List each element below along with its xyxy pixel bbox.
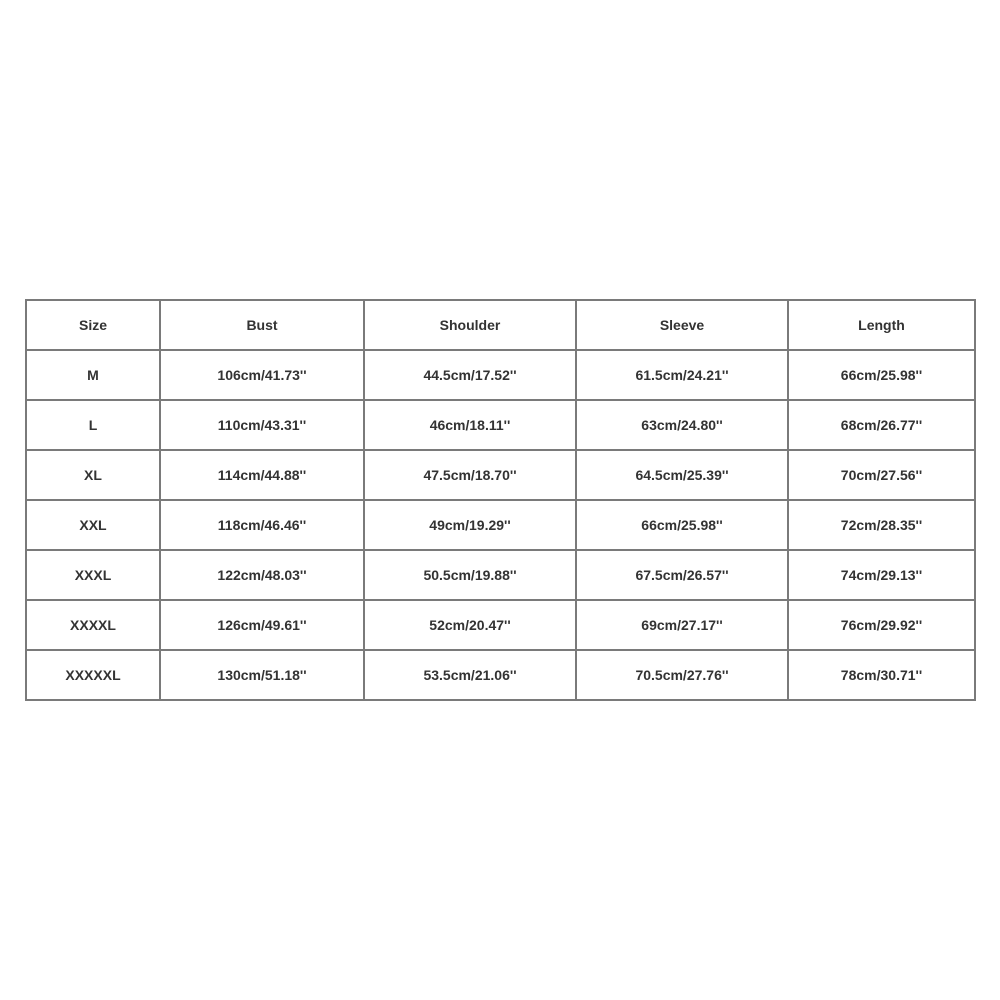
cell-shoulder: 47.5cm/18.70'' [365,451,575,499]
cell-sleeve: 67.5cm/26.57'' [577,551,787,599]
table-row [27,401,974,449]
cell-length: 66cm/25.98'' [789,351,974,399]
header-bust: Bust [161,301,363,349]
cell-size: XXL [27,501,159,549]
cell-size: XXXXXL [27,651,159,699]
cell-bust: 122cm/48.03'' [161,551,363,599]
cell-sleeve: 66cm/25.98'' [577,501,787,549]
cell-size: M [27,351,159,399]
cell-length: 72cm/28.35'' [789,501,974,549]
cell-size: XXXXL [27,601,159,649]
cell-size: XL [27,451,159,499]
table-row [27,351,974,399]
cell-bust: 118cm/46.46'' [161,501,363,549]
cell-size: L [27,401,159,449]
cell-length: 76cm/29.92'' [789,601,974,649]
cell-bust: 114cm/44.88'' [161,451,363,499]
cell-length: 70cm/27.56'' [789,451,974,499]
table-row [27,451,974,499]
cell-shoulder: 44.5cm/17.52'' [365,351,575,399]
table-row [27,551,974,599]
table-header-row [27,301,974,349]
cell-shoulder: 52cm/20.47'' [365,601,575,649]
cell-sleeve: 69cm/27.17'' [577,601,787,649]
cell-size: XXXL [27,551,159,599]
cell-bust: 110cm/43.31'' [161,401,363,449]
cell-bust: 106cm/41.73'' [161,351,363,399]
size-chart-table [25,299,976,701]
cell-sleeve: 61.5cm/24.21'' [577,351,787,399]
cell-bust: 126cm/49.61'' [161,601,363,649]
header-sleeve: Sleeve [577,301,787,349]
cell-shoulder: 46cm/18.11'' [365,401,575,449]
cell-shoulder: 53.5cm/21.06'' [365,651,575,699]
cell-sleeve: 64.5cm/25.39'' [577,451,787,499]
table-row [27,501,974,549]
cell-sleeve: 70.5cm/27.76'' [577,651,787,699]
cell-shoulder: 50.5cm/19.88'' [365,551,575,599]
cell-sleeve: 63cm/24.80'' [577,401,787,449]
cell-length: 68cm/26.77'' [789,401,974,449]
cell-shoulder: 49cm/19.29'' [365,501,575,549]
table-row [27,601,974,649]
cell-length: 78cm/30.71'' [789,651,974,699]
cell-length: 74cm/29.13'' [789,551,974,599]
cell-bust: 130cm/51.18'' [161,651,363,699]
table-row [27,651,974,699]
header-shoulder: Shoulder [365,301,575,349]
header-length: Length [789,301,974,349]
header-size: Size [27,301,159,349]
